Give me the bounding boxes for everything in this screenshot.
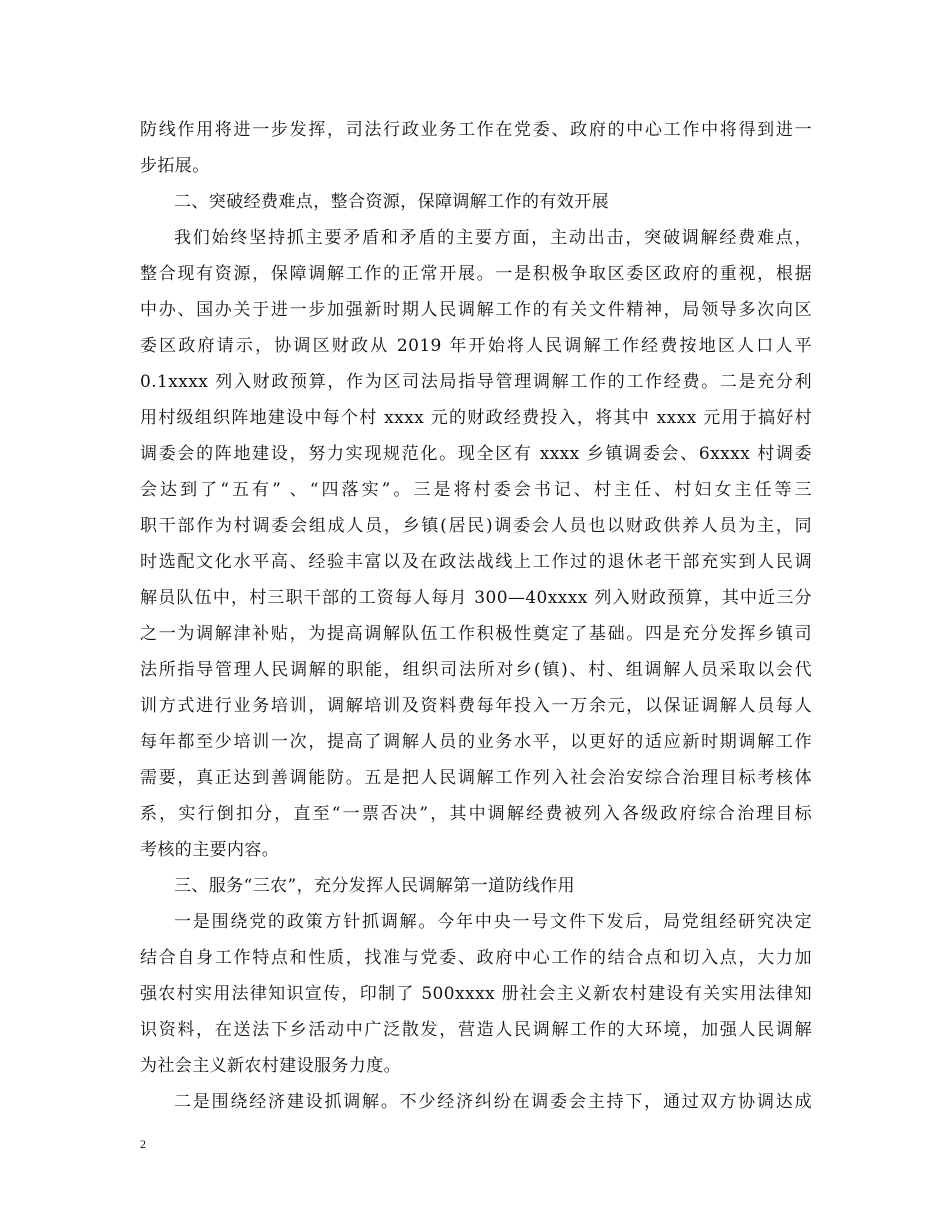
text-line: 强农村实用法律知识宣传，印制了 500xxxx 册社会主义新农村建设有关实用法律知 bbox=[140, 984, 812, 1004]
section-heading: 二、突破经费难点，整合资源，保障调解工作的有效开展 bbox=[174, 192, 609, 212]
text-line: 职干部作为村调委会组成人员，乡镇(居民)调委会人员也以财政供养人员为主，同 bbox=[140, 516, 812, 536]
text-line: 考核的主要内容。 bbox=[140, 840, 280, 860]
text-line: 中办、国办关于进一步加强新时期人民调解工作的有关文件精神，局领导多次向区 bbox=[140, 300, 812, 320]
text-line: 系，实行倒扣分，直至“一票否决”，其中调解经费被列入各级政府综合治理目标 bbox=[140, 804, 812, 824]
text-line: 二是围绕经济建设抓调解。不少经济纠纷在调委会主持下，通过双方协调达成 bbox=[174, 1092, 812, 1112]
text-line: 需要，真正达到善调能防。五是把人民调解工作列入社会治安综合治理目标考核体 bbox=[140, 768, 812, 788]
text-line: 委区政府请示，协调区财政从 2019 年开始将人民调解工作经费按地区人口人平 bbox=[140, 336, 812, 356]
text-line: 时选配文化水平高、经验丰富以及在政法战线上工作过的退休老干部充实到人民调 bbox=[140, 552, 812, 572]
text-line: 解员队伍中，村三职干部的工资每人每月 300—40xxxx 列入财政预算，其中近三分 bbox=[140, 588, 812, 608]
text-line: 整合现有资源，保障调解工作的正常开展。一是积极争取区委区政府的重视，根据 bbox=[140, 264, 812, 284]
text-line: 用村级组织阵地建设中每个村 xxxx 元的财政经费投入，将其中 xxxx 元用于搞好村 bbox=[140, 408, 812, 428]
text-line: 我们始终坚持抓主要矛盾和矛盾的主要方面，主动出击，突破调解经费难点， bbox=[174, 228, 812, 248]
text-line: 结合自身工作特点和性质，找准与党委、政府中心工作的结合点和切入点，大力加 bbox=[140, 948, 812, 968]
text-line: 法所指导管理人民调解的职能，组织司法所对乡(镇)、村、组调解人员采取以会代 bbox=[140, 660, 812, 680]
text-line: 每年都至少培训一次，提高了调解人员的业务水平，以更好的适应新时期调解工作 bbox=[140, 732, 812, 752]
text-line: 为社会主义新农村建设服务力度。 bbox=[140, 1056, 401, 1076]
page-number: 2 bbox=[140, 1137, 146, 1151]
section-heading: 三、服务“三农”，充分发挥人民调解第一道防线作用 bbox=[174, 876, 575, 896]
text-line: 防线作用将进一步发挥，司法行政业务工作在党委、政府的中心工作中将得到进一 bbox=[140, 120, 812, 140]
text-line: 训方式进行业务培训，调解培训及资料费每年投入一万余元，以保证调解人员每人 bbox=[140, 696, 812, 716]
text-line: 0.1xxxx 列入财政预算，作为区司法局指导管理调解工作的工作经费。二是充分利 bbox=[140, 372, 812, 392]
text-line: 一是围绕党的政策方针抓调解。今年中央一号文件下发后，局党组经研究决定 bbox=[174, 912, 812, 932]
text-line: 会达到了“五有” 、“四落实”。三是将村委会书记、村主任、村妇女主任等三 bbox=[140, 480, 812, 500]
text-line: 之一为调解津补贴，为提高调解队伍工作积极性奠定了基础。四是充分发挥乡镇司 bbox=[140, 624, 812, 644]
text-line: 识资料，在送法下乡活动中广泛散发，营造人民调解工作的大环境，加强人民调解 bbox=[140, 1020, 812, 1040]
text-line: 步拓展。 bbox=[140, 156, 210, 176]
text-line: 调委会的阵地建设，努力实现规范化。现全区有 xxxx 乡镇调委会、6xxxx 村调委 bbox=[140, 444, 812, 464]
